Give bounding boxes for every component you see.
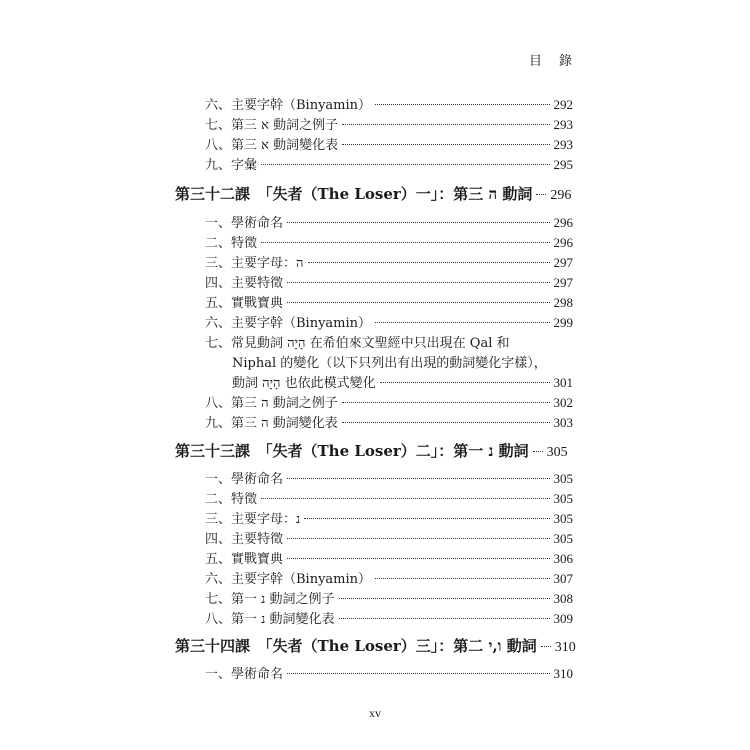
entry-page: 310	[553, 666, 573, 681]
dot-leader	[287, 302, 549, 303]
entry-title: 二、特徵	[205, 236, 258, 251]
entry-page: 305	[546, 445, 568, 460]
toc-lesson-entry[interactable]	[175, 183, 572, 204]
toc-entry[interactable]	[205, 528, 573, 547]
dot-leader	[342, 422, 550, 423]
entry-page: 296	[553, 235, 573, 250]
dot-leader	[261, 498, 549, 499]
toc-entry[interactable]	[205, 468, 573, 487]
entry-title: 八、第一 נ 動詞變化表	[205, 612, 335, 627]
entry-title: 五、實戰寶典	[205, 552, 284, 567]
entry-page: 305	[553, 471, 573, 486]
dot-leader	[342, 402, 550, 403]
entry-title: 六、主要字幹（Binyamin）	[205, 98, 372, 113]
toc-entry[interactable]	[205, 608, 573, 627]
toc-entry[interactable]	[205, 154, 573, 173]
entry-page: 305	[553, 511, 573, 526]
toc-entry-multiline-end[interactable]	[232, 372, 573, 391]
dot-leader	[342, 124, 549, 125]
entry-title: 一、學術命名	[205, 667, 284, 682]
toc-entry[interactable]	[205, 488, 573, 507]
toc-entry[interactable]	[205, 272, 573, 291]
entry-page: 296	[550, 188, 572, 203]
dot-leader	[261, 164, 549, 165]
dot-leader	[536, 194, 546, 195]
entry-title: 四、主要特徵	[205, 276, 284, 291]
dot-leader	[287, 282, 549, 283]
toc-entry[interactable]	[205, 114, 573, 133]
toc-entry-multiline-start[interactable]	[205, 332, 573, 351]
dot-leader	[339, 598, 550, 599]
entry-page: 305	[553, 491, 573, 506]
dot-leader	[375, 104, 549, 105]
entry-title: 九、第三 ה 動詞變化表	[205, 416, 338, 431]
toc-entry[interactable]	[205, 94, 573, 113]
toc-entry[interactable]	[205, 588, 573, 607]
toc-entry-multiline-cont	[232, 352, 573, 371]
entry-page: 295	[553, 157, 573, 172]
toc-entry[interactable]	[205, 292, 573, 311]
entry-title: 六、主要字幹（Binyamin）	[205, 572, 372, 587]
entry-title: 六、主要字幹（Binyamin）	[205, 316, 372, 331]
entry-page: 293	[553, 137, 573, 152]
entry-title: 動詞 הָיָה 也依此模式變化	[232, 376, 376, 391]
entry-title: 三、主要字母：ה	[205, 256, 304, 271]
entry-title: 一、學術命名	[205, 216, 284, 231]
entry-page: 292	[553, 97, 573, 112]
running-header: 目 錄	[528, 54, 574, 69]
entry-title: 八、第三 ה 動詞之例子	[205, 396, 338, 411]
entry-title: 四、主要特徵	[205, 532, 284, 547]
dot-leader	[287, 538, 549, 539]
dot-leader	[380, 382, 550, 383]
toc-lesson-entry[interactable]	[175, 635, 576, 656]
toc-entry[interactable]	[205, 232, 573, 251]
toc-entry[interactable]	[205, 412, 573, 431]
entry-title: 八、第三 א 動詞變化表	[205, 138, 339, 153]
entry-page: 303	[553, 415, 573, 430]
dot-leader	[375, 578, 549, 579]
entry-title: 五、實戰寶典	[205, 296, 284, 311]
entry-page: 307	[553, 571, 573, 586]
entry-page: 302	[553, 395, 573, 410]
dot-leader	[375, 322, 549, 323]
dot-leader	[287, 673, 549, 674]
entry-page: 297	[553, 275, 573, 290]
toc-entry[interactable]	[205, 312, 573, 331]
entry-page: 299	[553, 315, 573, 330]
toc-entry[interactable]	[205, 392, 573, 411]
dot-leader	[304, 518, 549, 519]
entry-page: 293	[553, 117, 573, 132]
entry-title: 七、常見動詞 הָיָה 在希伯來文聖經中只出現在 Qal 和	[205, 336, 510, 351]
dot-leader	[261, 242, 549, 243]
dot-leader	[287, 558, 549, 559]
entry-page: 309	[553, 611, 573, 626]
entry-page: 305	[553, 531, 573, 546]
entry-page: 301	[553, 375, 573, 390]
toc-lesson-entry[interactable]	[175, 440, 568, 461]
entry-title: 二、特徵	[205, 492, 258, 507]
dot-leader	[533, 451, 543, 452]
dot-leader	[342, 144, 549, 145]
entry-title: 九、字彙	[205, 158, 258, 173]
dot-leader	[287, 478, 549, 479]
toc-entry[interactable]	[205, 568, 573, 587]
entry-page: 310	[554, 640, 576, 655]
entry-title: 七、第三 א 動詞之例子	[205, 118, 339, 133]
lesson-title: 第三十三課 「失者（The Loser）二」：第一 נ 動詞	[175, 442, 529, 460]
entry-page: 296	[553, 215, 573, 230]
toc-entry[interactable]	[205, 508, 573, 527]
toc-entry[interactable]	[205, 548, 573, 567]
toc-entry[interactable]	[205, 212, 573, 231]
entry-page: 308	[553, 591, 573, 606]
entry-title: 三、主要字母：נ	[205, 512, 301, 527]
entry-page: 306	[553, 551, 573, 566]
entry-page: 298	[553, 295, 573, 310]
entry-title: Niphal 的變化（以下只列出有出現的動詞變化字樣），	[232, 356, 547, 371]
dot-leader	[287, 222, 549, 223]
page-number: xv	[369, 706, 381, 720]
lesson-title: 第三十二課 「失者（The Loser）一」：第三 ה 動詞	[175, 185, 533, 203]
entry-page: 297	[553, 255, 573, 270]
lesson-title: 第三十四課 「失者（The Loser）三」：第二 ו,י 動詞	[175, 637, 537, 655]
dot-leader	[541, 646, 551, 647]
entry-title: 七、第一 נ 動詞之例子	[205, 592, 335, 607]
toc-entry[interactable]	[205, 252, 573, 271]
toc-entry[interactable]	[205, 134, 573, 153]
dot-leader	[339, 618, 550, 619]
dot-leader	[308, 262, 550, 263]
entry-title: 一、學術命名	[205, 472, 284, 487]
toc-entry[interactable]	[205, 663, 573, 682]
